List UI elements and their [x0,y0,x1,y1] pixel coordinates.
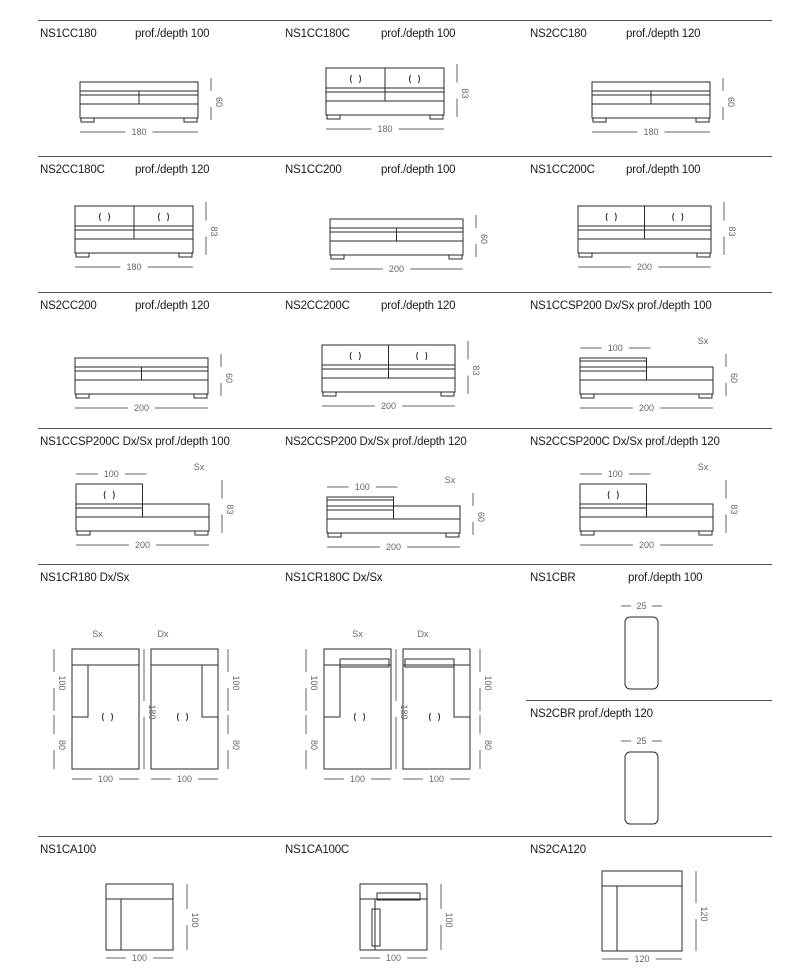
sofa-foot [446,533,459,537]
dimension-label: 180 [399,704,409,720]
dimension-label: 60 [729,372,739,384]
dimension-label: 100 [354,482,370,492]
side-label: Sx [92,629,103,639]
cushion-mark [351,75,361,83]
product-code: NS1CA100C [285,844,350,856]
product-depth: prof./depth 100 [628,572,703,584]
product-code: NS1CR180C Dx/Sx [285,572,383,584]
cushion-mark [417,352,427,360]
product-code: NS1CBR [530,572,576,584]
dimension-label: 200 [638,540,655,550]
product-code: NS1CCSP200C Dx/Sx prof./depth 100 [40,436,230,448]
corner-backrest [72,649,139,665]
sofa-foot [323,392,336,396]
back-cushion [625,617,658,689]
dimension-label: 100 [483,675,493,691]
side-label: Sx [352,629,363,639]
side-label: Sx [193,462,205,472]
sofa-foot [179,253,192,257]
sofa-foot [195,531,208,535]
dimension-label: 100 [607,469,623,479]
side-label: Sx [697,336,709,346]
dimension-label: 200 [638,403,655,413]
product-code: NS2CCSP200 Dx/Sx prof./depth 120 [285,436,467,448]
dimension-label: 83 [727,226,737,237]
sofa-foot [430,115,443,119]
armchair-body [360,884,427,950]
cushion-mark [355,713,365,721]
corner-module-sx [72,649,139,769]
side-label: Sx [444,475,456,485]
dimension-label: 100 [231,675,241,691]
corner-headrest [340,659,389,667]
sofa-foot [699,394,712,398]
product-depth: prof./depth 100 [381,28,456,40]
dimension-label: 100 [176,774,193,784]
product-code: NS2CC180 [530,28,587,40]
dimension-label: 200 [636,262,653,272]
back-cushion [625,752,658,824]
product-code: NS1CR180 Dx/Sx [40,572,130,584]
armchair-backrest [360,884,427,899]
dimension-label: 60 [476,511,486,523]
product-code: NS2CC180C [40,164,105,176]
dimension-label: 25 [636,601,647,611]
dimension-label: 200 [133,403,150,413]
product-depth: prof./depth 120 [135,300,210,312]
product-code: NS2CBR prof./depth 120 [530,708,653,720]
sofa-foot [441,392,454,396]
armchair-armrest [106,899,121,950]
dimension-label: 80 [309,739,319,751]
sofa-foot [77,531,90,535]
sofa-foot [327,115,340,119]
corner-backrest [151,649,218,665]
armchair-armrest [602,886,617,951]
cushion-mark [673,213,683,221]
corner-armrest [202,665,218,717]
product-code: NS1CCSP200 Dx/Sx prof./depth 100 [530,300,712,312]
sofa-foot [184,118,197,122]
corner-backrest [403,649,470,665]
armchair-armrest [360,899,375,950]
dimension-label: 83 [460,88,470,99]
dimension-label: 100 [103,469,119,479]
dimension-label: 80 [57,739,67,751]
product-code: NS2CCSP200C Dx/Sx prof./depth 120 [530,436,720,448]
dimension-label: 180 [147,704,157,720]
dimension-label: 100 [131,953,148,963]
armchair-backrest [106,884,173,899]
product-code: NS2CA120 [530,844,586,856]
cushion-mark [350,352,360,360]
dimension-label: 83 [729,504,739,515]
dimension-label: 200 [385,542,402,552]
dimension-label: 120 [634,954,650,964]
sofa-foot [699,531,712,535]
dimension-label: 100 [349,774,366,784]
dimension-label: 80 [483,739,493,751]
dimension-label: 83 [209,226,219,237]
corner-armrest [72,665,88,717]
dimension-label: 60 [479,233,489,245]
armchair-side-cushion [372,909,380,946]
product-depth: prof./depth 100 [135,28,210,40]
sofa-foot [696,118,709,122]
cushion-mark [100,213,110,221]
corner-armrest [454,665,470,717]
dimension-label: 83 [471,365,481,376]
sofa-foot [328,533,341,537]
product-depth: prof./depth 100 [381,164,456,176]
dimension-label: 200 [134,540,151,550]
sofa-foot [331,255,344,259]
dimension-label: 100 [309,675,319,691]
dimension-label: 200 [380,401,397,411]
dimension-label: 60 [726,96,736,108]
product-code: NS1CC180 [40,28,97,40]
armchair-body [602,871,682,951]
sofa-foot [697,253,710,257]
sofa-foot [194,394,207,398]
dimension-label: 120 [699,906,709,922]
armchair-body [106,884,173,950]
dimension-label: 100 [190,912,200,928]
sofa-foot [76,394,89,398]
cushion-mark [410,75,420,83]
product-depth: prof./depth 120 [626,28,701,40]
dimension-label: 180 [377,124,393,134]
sofa-foot [76,253,89,257]
dimension-label: 180 [126,262,142,272]
dimension-label: 180 [131,127,147,137]
sofa-foot [581,531,594,535]
cushion-mark [104,491,114,499]
cushion-mark [103,713,113,721]
dimension-label: 83 [225,504,235,515]
product-code: NS1CC200 [285,164,342,176]
cushion-mark [608,491,618,499]
sofa-foot [579,253,592,257]
side-label: Dx [157,629,169,639]
product-code: NS1CC180C [285,28,350,40]
armchair-backrest [602,871,682,886]
sofa-backrest [327,497,394,510]
product-code: NS2CC200 [40,300,97,312]
cushion-mark [430,713,440,721]
dimension-label: 100 [607,343,623,353]
corner-module-dx [151,649,218,769]
corner-backrest [324,649,391,665]
product-depth: prof./depth 120 [381,300,456,312]
dimension-label: 80 [231,739,241,751]
dimension-label: 100 [428,774,445,784]
cushion-mark [178,713,188,721]
dimension-label: 60 [224,372,234,384]
dimension-label: 180 [643,127,659,137]
side-label: Dx [417,629,429,639]
product-code: NS2CC200C [285,300,350,312]
corner-armrest [324,665,340,717]
dimension-label: 100 [57,675,67,691]
cushion-mark [159,213,169,221]
side-label: Sx [697,462,709,472]
sofa-backrest [580,358,647,371]
product-depth: prof./depth 100 [626,164,701,176]
sofa-foot [449,255,462,259]
dimension-label: 25 [636,736,647,746]
cushion-mark [606,213,616,221]
sofa-foot [593,118,606,122]
dimension-label: 60 [214,96,224,108]
dimension-label: 100 [97,774,114,784]
dimension-label: 100 [385,953,402,963]
product-depth: prof./depth 120 [135,164,210,176]
corner-headrest [405,659,454,667]
product-code: NS1CC200C [530,164,595,176]
sofa-foot [581,394,594,398]
product-code: NS1CA100 [40,844,96,856]
sofa-foot [81,118,94,122]
dimension-label: 200 [388,264,405,274]
dimension-label: 100 [444,912,454,928]
